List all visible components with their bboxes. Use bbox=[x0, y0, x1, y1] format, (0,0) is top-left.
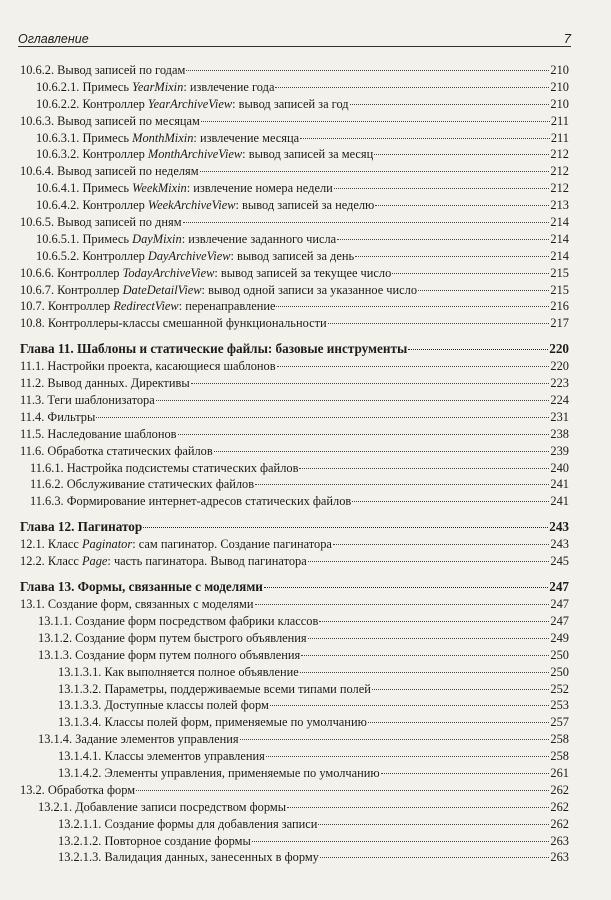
toc-entry-page: 262 bbox=[550, 799, 569, 814]
toc-entry-title: 13.2. Обработка форм bbox=[20, 782, 136, 797]
toc-entry-title: 13.1.4.1. Классы элементов управления bbox=[58, 749, 265, 764]
toc-entry[interactable] bbox=[20, 476, 569, 493]
toc-entry[interactable] bbox=[20, 163, 569, 180]
toc-entry[interactable] bbox=[20, 130, 569, 147]
toc-entry-title: 10.6.3.2. Контроллер MonthArchiveView: вывод записей за месяц bbox=[36, 147, 374, 162]
toc-entry-title: 10.6.4.1. Примесь WeekMixin: извлечение номера недели bbox=[36, 181, 333, 196]
toc-entry[interactable] bbox=[20, 113, 569, 130]
toc-entry-title: 10.6.3. Вывод записей по месяцам bbox=[20, 113, 200, 128]
header-rule bbox=[18, 46, 571, 47]
toc-entry-page: 262 bbox=[550, 782, 569, 797]
dot-leader bbox=[352, 501, 549, 502]
dot-leader bbox=[276, 306, 549, 307]
toc-entry[interactable] bbox=[20, 799, 569, 816]
dot-leader bbox=[183, 222, 550, 223]
running-head-title: Оглавление bbox=[18, 32, 89, 46]
toc-entry-title: 10.8. Контроллеры-классы смешанной функциональности bbox=[20, 316, 327, 331]
toc-entry[interactable] bbox=[20, 731, 569, 748]
toc-entry-title: 10.6.6. Контроллер TodayArchiveView: вывод записей за текущее число bbox=[20, 265, 392, 280]
toc-entry-title: 13.1.3.1. Как выполняется полное объявление bbox=[58, 664, 299, 679]
dot-leader bbox=[374, 154, 549, 155]
chapter-gap bbox=[20, 570, 569, 578]
toc-chapter-entry[interactable] bbox=[20, 340, 569, 358]
toc-entry-title: Глава 11. Шаблоны и статические файлы: базовые инструменты bbox=[20, 341, 408, 357]
dot-leader bbox=[319, 621, 549, 622]
dot-leader bbox=[255, 604, 550, 605]
toc-entry-page: 215 bbox=[550, 282, 569, 297]
toc-entry-page: 231 bbox=[550, 409, 569, 424]
dot-leader bbox=[191, 383, 550, 384]
toc-entry-page: 211 bbox=[550, 113, 569, 128]
toc-entry-page: 258 bbox=[550, 732, 569, 747]
dot-leader bbox=[275, 87, 549, 88]
toc-entry-page: 239 bbox=[550, 443, 569, 458]
dot-leader bbox=[337, 239, 549, 240]
toc-entry-page: 263 bbox=[550, 833, 569, 848]
toc-entry-page: 263 bbox=[550, 850, 569, 865]
toc-entry-page: 212 bbox=[550, 181, 569, 196]
dot-leader bbox=[320, 857, 550, 858]
toc-chapter-entry[interactable] bbox=[20, 518, 569, 536]
toc-entry-title: 13.2.1.1. Создание формы для добавления записи bbox=[58, 816, 318, 831]
dot-leader bbox=[270, 705, 550, 706]
chapter-gap bbox=[20, 510, 569, 518]
toc-entry-title: 12.2. Класс Page: часть пагинатора. Вывод пагинатора bbox=[20, 554, 307, 569]
toc-entry-page: 243 bbox=[550, 537, 569, 552]
toc-entry[interactable] bbox=[20, 833, 569, 850]
toc-entry-page: 212 bbox=[550, 147, 569, 162]
dot-leader bbox=[300, 138, 550, 139]
toc-entry[interactable] bbox=[20, 282, 569, 299]
toc-entry-page: 220 bbox=[550, 359, 569, 374]
toc-entry[interactable] bbox=[20, 493, 569, 510]
dot-leader bbox=[252, 841, 550, 842]
toc-entry-page: 224 bbox=[550, 393, 569, 408]
toc-entry[interactable] bbox=[20, 231, 569, 248]
toc-entry-page: 240 bbox=[550, 460, 569, 475]
toc-entry-title: 11.6.3. Формирование интернет-адресов статических файлов bbox=[30, 494, 352, 509]
toc-entry-title: 10.6.3.1. Примесь MonthMixin: извлечение месяца bbox=[36, 130, 300, 145]
toc-entry-title: 13.1.4.2. Элементы управления, применяемые по умолчанию bbox=[58, 765, 380, 780]
toc-entry-page: 241 bbox=[550, 494, 569, 509]
dot-leader bbox=[308, 561, 550, 562]
toc-entry-page: 250 bbox=[550, 664, 569, 679]
dot-leader bbox=[328, 323, 550, 324]
toc-entry-title: 10.7. Контроллер RedirectView: перенаправление bbox=[20, 299, 276, 314]
dot-leader bbox=[264, 587, 548, 588]
dot-leader bbox=[372, 689, 550, 690]
dot-leader bbox=[200, 171, 550, 172]
toc-entry-page: 216 bbox=[550, 299, 569, 314]
toc-entry[interactable] bbox=[20, 197, 569, 214]
toc-entry-page: 253 bbox=[550, 698, 569, 713]
toc-entry-title: 13.1.4. Задание элементов управления bbox=[38, 732, 239, 747]
toc-entry[interactable] bbox=[20, 265, 569, 282]
toc-entry[interactable] bbox=[20, 782, 569, 799]
toc-entry-page: 247 bbox=[550, 613, 569, 628]
toc-entry-page: 243 bbox=[549, 519, 569, 535]
toc-entry-title: 11.6. Обработка статических файлов bbox=[20, 443, 213, 458]
toc-entry-page: 214 bbox=[550, 248, 569, 263]
dot-leader bbox=[287, 807, 549, 808]
toc-entry[interactable] bbox=[20, 697, 569, 714]
dot-leader bbox=[375, 205, 549, 206]
dot-leader bbox=[240, 739, 550, 740]
toc-entry[interactable] bbox=[20, 248, 569, 265]
toc-entry[interactable] bbox=[20, 596, 569, 613]
toc-entry-title: 10.6.4. Вывод записей по неделям bbox=[20, 164, 199, 179]
toc-chapter-entry[interactable] bbox=[20, 578, 569, 596]
toc-entry-title: 11.3. Теги шаблонизатора bbox=[20, 393, 155, 408]
toc-entry-title: 11.6.1. Настройка подсистемы статических файлов bbox=[30, 460, 299, 475]
toc-entry-title: 10.6.2. Вывод записей по годам bbox=[20, 63, 186, 77]
table-of-contents bbox=[20, 62, 569, 866]
toc-entry-title: 10.6.2.2. Контроллер YearArchiveView: вывод записей за год bbox=[36, 96, 349, 111]
dot-leader bbox=[186, 70, 549, 71]
toc-entry-title: 13.2.1. Добавление записи посредством формы bbox=[38, 799, 287, 814]
dot-leader bbox=[300, 672, 550, 673]
dot-leader bbox=[333, 544, 549, 545]
chapter-gap bbox=[20, 332, 569, 340]
toc-entry-page: 211 bbox=[550, 130, 569, 145]
toc-entry-title: 13.1.3.2. Параметры, поддерживаемые всеми типами полей bbox=[58, 681, 371, 696]
toc-entry-page: 241 bbox=[550, 477, 569, 492]
toc-entry-page: 245 bbox=[550, 554, 569, 569]
toc-entry-page: 252 bbox=[550, 681, 569, 696]
toc-entry-page: 238 bbox=[550, 426, 569, 441]
toc-entry[interactable] bbox=[20, 409, 569, 426]
page-header bbox=[18, 28, 571, 46]
toc-entry[interactable] bbox=[20, 358, 569, 375]
dot-leader bbox=[201, 121, 550, 122]
dot-leader bbox=[136, 790, 549, 791]
toc-entry[interactable] bbox=[20, 214, 569, 231]
toc-entry[interactable] bbox=[20, 460, 569, 477]
toc-entry[interactable] bbox=[20, 392, 569, 409]
toc-entry-page: 210 bbox=[550, 96, 569, 111]
toc-entry[interactable] bbox=[20, 62, 569, 79]
dot-leader bbox=[392, 273, 549, 274]
toc-entry-title: 10.6.2.1. Примесь YearMixin: извлечение года bbox=[36, 79, 275, 94]
toc-entry[interactable] bbox=[20, 375, 569, 392]
toc-entry[interactable] bbox=[20, 664, 569, 681]
toc-entry-title: 11.1. Настройки проекта, касающиеся шаблонов bbox=[20, 359, 276, 374]
toc-entry[interactable] bbox=[20, 426, 569, 443]
toc-entry-page: 247 bbox=[549, 579, 569, 595]
toc-entry-page: 258 bbox=[550, 749, 569, 764]
dot-leader bbox=[308, 638, 550, 639]
dot-leader bbox=[408, 349, 548, 350]
toc-entry[interactable] bbox=[20, 443, 569, 460]
toc-entry-title: 10.6.5. Вывод записей по дням bbox=[20, 215, 182, 230]
toc-entry-page: 247 bbox=[550, 597, 569, 612]
toc-entry[interactable] bbox=[20, 536, 569, 553]
toc-entry[interactable] bbox=[20, 298, 569, 315]
toc-entry-page: 261 bbox=[550, 765, 569, 780]
toc-entry[interactable] bbox=[20, 849, 569, 866]
dot-leader bbox=[266, 756, 550, 757]
toc-entry[interactable] bbox=[20, 315, 569, 332]
toc-entry[interactable] bbox=[20, 146, 569, 163]
toc-entry-page: 214 bbox=[550, 231, 569, 246]
toc-entry-page: 210 bbox=[550, 63, 569, 77]
toc-entry-page: 214 bbox=[550, 215, 569, 230]
toc-entry-page: 212 bbox=[550, 164, 569, 179]
toc-entry[interactable] bbox=[20, 647, 569, 664]
toc-entry-page: 257 bbox=[550, 715, 569, 730]
toc-entry-title: 11.4. Фильтры bbox=[20, 409, 96, 424]
dot-leader bbox=[368, 722, 550, 723]
dot-leader bbox=[178, 434, 550, 435]
toc-entry[interactable] bbox=[20, 681, 569, 698]
dot-leader bbox=[350, 104, 550, 105]
toc-entry-page: 223 bbox=[550, 376, 569, 391]
toc-entry[interactable] bbox=[20, 180, 569, 197]
dot-leader bbox=[334, 188, 550, 189]
toc-entry-title: 13.1.3.3. Доступные классы полей форм bbox=[58, 698, 269, 713]
toc-entry[interactable] bbox=[20, 748, 569, 765]
dot-leader bbox=[318, 824, 549, 825]
toc-entry-title: 11.6.2. Обслуживание статических файлов bbox=[30, 477, 255, 492]
toc-entry-page: 217 bbox=[550, 316, 569, 331]
dot-leader bbox=[299, 468, 549, 469]
toc-entry-title: 10.6.4.2. Контроллер WeekArchiveView: вывод записей за неделю bbox=[36, 198, 375, 213]
toc-entry[interactable] bbox=[20, 630, 569, 647]
dot-leader bbox=[214, 451, 550, 452]
toc-entry-title: 13.1.1. Создание форм посредством фабрики классов bbox=[38, 613, 319, 628]
dot-leader bbox=[277, 366, 550, 367]
toc-entry-title: 13.1.3.4. Классы полей форм, применяемые по умолчанию bbox=[58, 715, 367, 730]
toc-entry-page: 213 bbox=[550, 198, 569, 213]
dot-leader bbox=[301, 655, 549, 656]
toc-entry[interactable] bbox=[20, 765, 569, 782]
dot-leader bbox=[255, 484, 549, 485]
page-number: 7 bbox=[563, 31, 571, 46]
toc-entry-title: 13.2.1.3. Валидация данных, занесенных в форму bbox=[58, 850, 319, 865]
toc-entry-title: Глава 12. Пагинатор bbox=[20, 519, 143, 535]
toc-entry-title: 10.6.5.1. Примесь DayMixin: извлечение заданного числа bbox=[36, 231, 337, 246]
toc-entry-title: 13.1.3. Создание форм путем полного объявления bbox=[38, 647, 301, 662]
toc-entry-title: Глава 13. Формы, связанные с моделями bbox=[20, 579, 263, 595]
dot-leader bbox=[143, 527, 548, 528]
toc-entry[interactable] bbox=[20, 79, 569, 96]
toc-entry-title: 13.1. Создание форм, связанных с моделями bbox=[20, 597, 254, 612]
dot-leader bbox=[381, 773, 550, 774]
toc-entry-page: 249 bbox=[550, 630, 569, 645]
toc-entry-page: 220 bbox=[549, 341, 569, 357]
dot-leader bbox=[96, 417, 549, 418]
dot-leader bbox=[355, 256, 549, 257]
toc-entry-page: 210 bbox=[550, 79, 569, 94]
toc-entry[interactable] bbox=[20, 553, 569, 570]
toc-entry-page: 262 bbox=[550, 816, 569, 831]
toc-entry[interactable] bbox=[20, 613, 569, 630]
toc-entry-page: 215 bbox=[550, 265, 569, 280]
toc-entry-title: 12.1. Класс Paginator: сам пагинатор. Создание пагинатора bbox=[20, 537, 332, 552]
toc-entry-title: 10.6.7. Контроллер DateDetailView: вывод одной записи за указанное число bbox=[20, 282, 418, 297]
toc-entry-title: 10.6.5.2. Контроллер DayArchiveView: вывод записей за день bbox=[36, 248, 355, 263]
toc-entry-title: 11.2. Вывод данных. Директивы bbox=[20, 376, 190, 391]
toc-entry[interactable] bbox=[20, 714, 569, 731]
toc-entry-page: 250 bbox=[550, 647, 569, 662]
toc-entry[interactable] bbox=[20, 816, 569, 833]
toc-entry-title: 13.1.2. Создание форм путем быстрого объявления bbox=[38, 630, 307, 645]
dot-leader bbox=[156, 400, 550, 401]
toc-entry-title: 11.5. Наследование шаблонов bbox=[20, 426, 177, 441]
toc-entry-title: 13.2.1.2. Повторное создание формы bbox=[58, 833, 251, 848]
dot-leader bbox=[418, 290, 549, 291]
toc-entry[interactable] bbox=[20, 96, 569, 113]
